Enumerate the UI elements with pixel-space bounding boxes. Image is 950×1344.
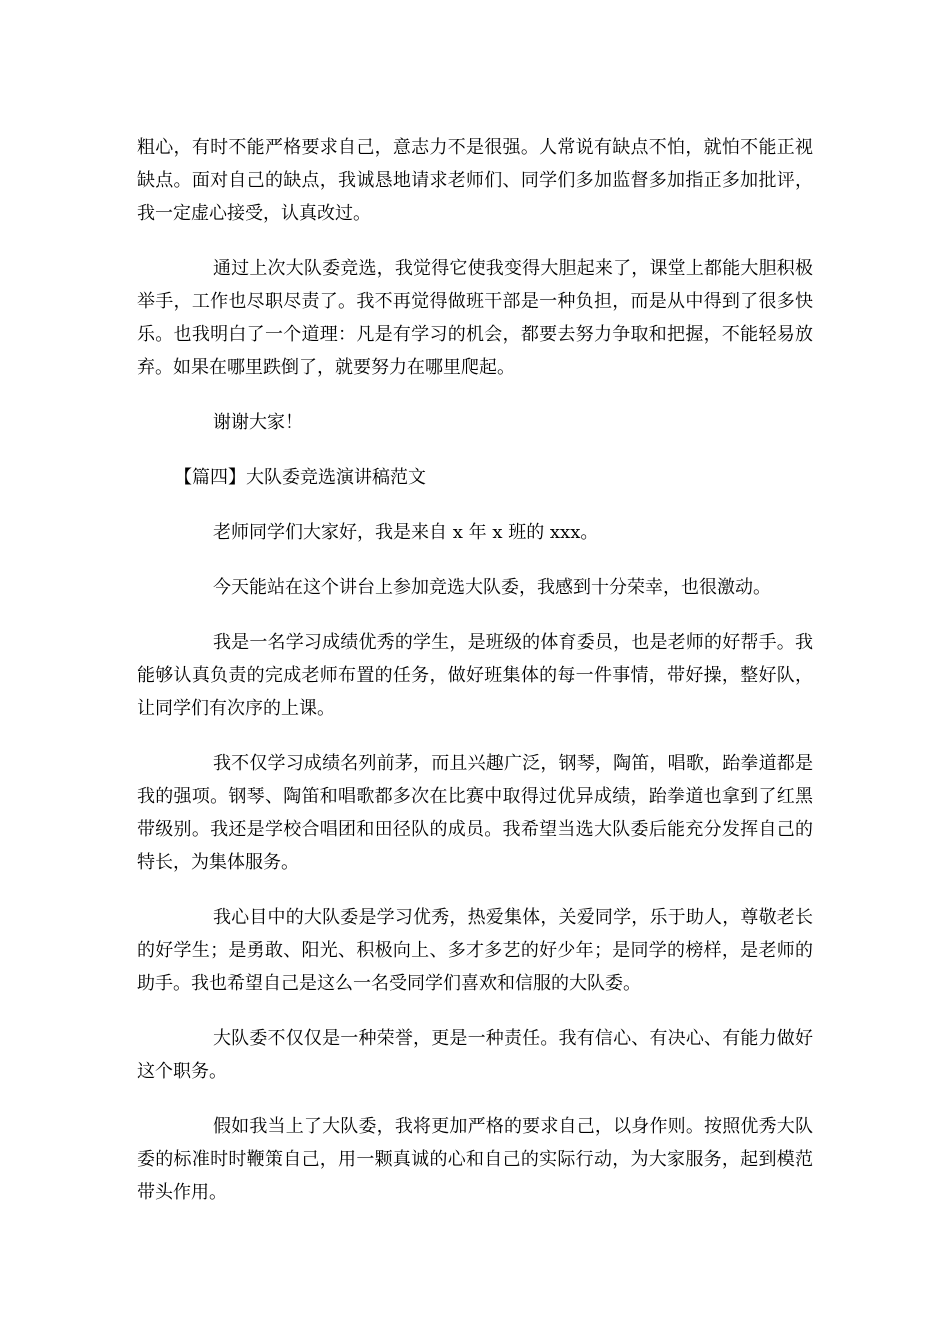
section-heading: 【篇四】大队委竞选演讲稿范文: [174, 467, 426, 488]
paragraph-responsibility: 大队委不仅仅是一种荣誉，更是一种责任。我有信心、有决心、有能力做好这个职务。: [137, 1028, 813, 1082]
paragraph-self-intro: 我是一名学习成绩优秀的学生，是班级的体育委员，也是老师的好帮手。我能够认真负责的完成老师布置的任务，做好班集体的每一件事情，带好操，整好队，让同学们有次序的上课。: [137, 632, 813, 719]
paragraph-ideal: 我心目中的大队委是学习优秀，热爱集体，关爱同学，乐于助人，尊敬老长的好学生；是勇敢、阳光、积极向上、多才多艺的好少年；是同学的榜样，是老师的助手。我也希望自己是这么一名受同学们喜欢和信服的大队委。: [137, 907, 813, 994]
paragraph-greeting: 老师同学们大家好，我是来自 x 年 x 班的 xxx。: [213, 522, 599, 543]
paragraph-promise: 假如我当上了大队委，我将更加严格的要求自己，以身作则。按照优秀大队委的标准时时鞭策自己，用一颗真诚的心和自己的实际行动，为大家服务，起到模范带头作用。: [137, 1116, 813, 1203]
paragraph-hobbies: 我不仅学习成绩名列前茅，而且兴趣广泛，钢琴，陶笛，唱歌，跆拳道都是我的强项。钢琴、陶笛和唱歌都多次在比赛中取得过优异成绩，跆拳道也拿到了红黑带级别。我还是学校合唱团和田径队的成员。我希望当选大队委后能充分发挥自己的特长，为集体服务。: [137, 753, 813, 873]
paragraph-continuation: 粗心，有时不能严格要求自己，意志力不是很强。人常说有缺点不怕，就怕不能正视缺点。面对自己的缺点，我诚恳地请求老师们、同学们多加监督多加指正多加批评，我一定虚心接受，认真改过。: [137, 137, 813, 224]
paragraph-reflection: 通过上次大队委竞选，我觉得它使我变得大胆起来了，课堂上都能大胆积极举手，工作也尽职尽责了。我不再觉得做班干部是一种负担，而是从中得到了很多快乐。也我明白了一个道理：凡是有学习的机会，都要去努力争取和把握，不能轻易放弃。如果在哪里跌倒了，就要努力在哪里爬起。: [137, 258, 813, 378]
paragraph-honor: 今天能站在这个讲台上参加竞选大队委，我感到十分荣幸，也很激动。: [213, 577, 771, 598]
paragraph-thanks: 谢谢大家！: [213, 412, 303, 433]
document-body: [137, 131, 813, 1231]
